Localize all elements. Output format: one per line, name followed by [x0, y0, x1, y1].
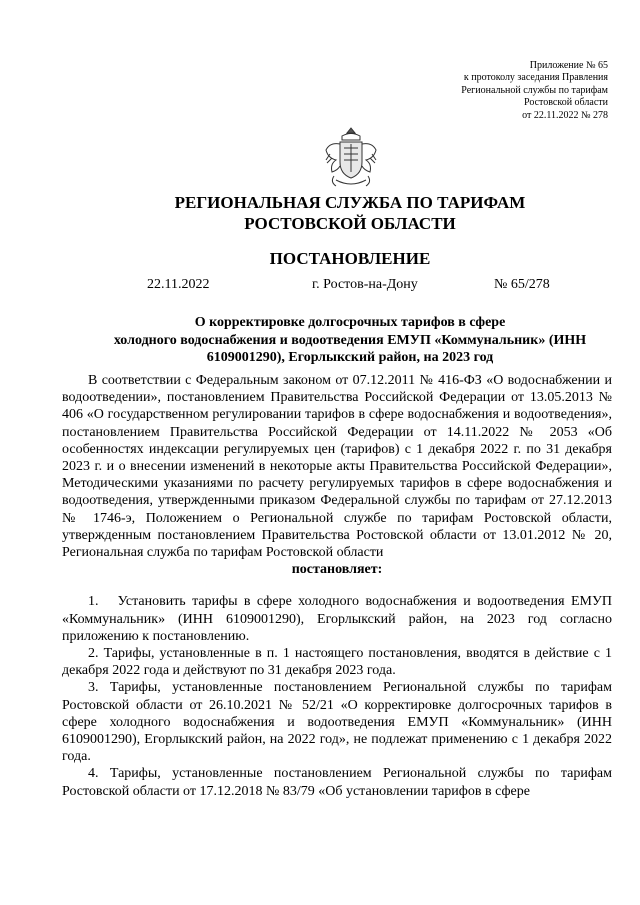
document-number: № 65/278	[494, 277, 550, 292]
clause-4: 4. Тарифы, установленные постановлением Региональной службы по тарифам Ростовской области от 17.12.2018 № 83/79 «Об установлении тарифов в сфере	[62, 766, 612, 799]
coat-of-arms-icon	[322, 124, 380, 190]
clause-3: 3. Тарифы, установленные постановлением Региональной службы по тарифам Ростовской области от 26.10.2021 № 52/21 «О корректировке долгосрочных тарифов в сфере холодного водоснабжения и водоотведения ЕМУП «Коммунальник» (ИНН 6109001290), Егорлыкский район, на 2022 год», не подлежат применению с 1 декабря 2022 года.	[62, 680, 612, 765]
title-line: холодного водоснабжения и водоотведения ЕМУП «Коммунальник» (ИНН	[113, 332, 587, 348]
document-title	[62, 314, 638, 367]
appendix-line: Ростовской области	[524, 97, 608, 109]
clause-1: 1. Установить тарифы в сфере холодного водоснабжения и водоотведения ЕМУП «Коммунальник» (ИНН 6109001290), Егорлыкский район, на 2023 год согласно приложению к постановлению.	[62, 594, 612, 644]
document-body	[62, 372, 612, 800]
appendix-line: к протоколу заседания Правления	[463, 72, 608, 84]
title-line: 6109001290), Егорлыкский район, на 2023 год	[206, 350, 494, 365]
appendix-line: от 22.11.2022 № 278	[522, 109, 608, 121]
org-line: РОСТОВСКОЙ ОБЛАСТИ	[244, 214, 456, 233]
appendix-note	[348, 60, 608, 122]
document-type: ПОСТАНОВЛЕНИЕ	[269, 249, 431, 268]
document-place: г. Ростов-на-Дону	[312, 277, 418, 292]
title-line: О корректировке долгосрочных тарифов в сфере	[194, 315, 506, 330]
clause-2: 2. Тарифы, установленные в п. 1 настоящего постановления, вводятся в действие с 1 декабря 2022 года и действуют по 31 декабря 2023 года.	[62, 646, 612, 679]
appendix-line: Региональной службы по тарифам	[461, 84, 608, 96]
organization-name	[0, 192, 640, 234]
org-line: РЕГИОНАЛЬНАЯ СЛУЖБА ПО ТАРИФАМ	[174, 193, 526, 212]
preamble-paragraph: В соответствии с Федеральным законом от 07.12.2011 № 416-ФЗ «О водоснабжении и водоотведении», постановлением Правительства Российской Федерации от 13.05.2013 № 406 «О государственном регулировании тарифов в сфере водоснабжения и водоотведения», постановлением Правительства Российской Федерации от 14.11.2022 № 2053 «Об особенностях индексации регулируемых цен (тарифов) с 1 декабря 2022 г. по 31 декабря 2023 г. и о внесении изменений в некоторые акты Правительства Российской Федерации», Методическими указаниями по расчету регулируемых тарифов в сфере водоснабжения и водоотведения, утвержденными приказом Федеральной службы по тарифам от 27.12.2013 № 1746-э, Положением о Региональной службе по тарифам Ростовской области, утвержденным постановлением Правительства Ростовской области от 13.01.2012 № 20, Региональная служба по тарифам Ростовской области	[62, 373, 612, 561]
appendix-line: Приложение № 65	[529, 60, 608, 71]
document-date: 22.11.2022	[147, 277, 210, 292]
resolves-heading: постановляет:	[291, 562, 383, 578]
